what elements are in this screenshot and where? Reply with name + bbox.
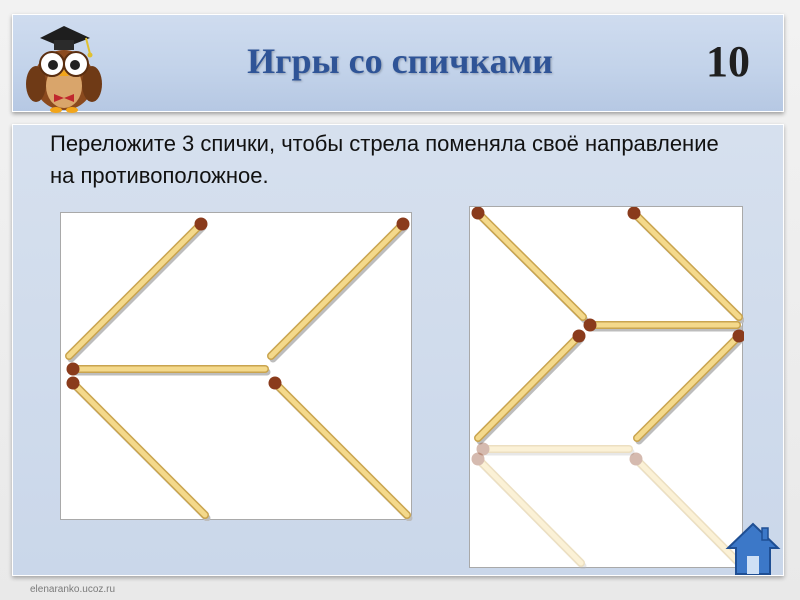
match-head <box>472 453 485 466</box>
match-head <box>584 319 597 332</box>
match-head <box>573 330 586 343</box>
matchstick <box>67 377 208 519</box>
matchstick-arrow-left-icon <box>61 213 413 521</box>
matchstick <box>477 443 632 456</box>
match-head <box>628 207 641 220</box>
match-head <box>472 207 485 220</box>
matchstick <box>637 330 744 442</box>
match-head <box>269 377 282 390</box>
instruction-text: Переложите 3 спички, чтобы стрела поменяла своё направление на противоположное. <box>50 131 719 188</box>
match-head <box>67 377 80 390</box>
matchstick <box>472 207 586 320</box>
matchstick <box>67 363 268 376</box>
puzzle-right-picture <box>469 206 743 568</box>
owl-graduate-icon <box>18 18 110 114</box>
matchstick <box>69 218 208 360</box>
puzzle-number: 10 <box>706 37 750 86</box>
matchstick <box>584 319 740 332</box>
matchstick <box>269 377 410 519</box>
slide-title: Игры со спичками <box>247 41 553 81</box>
matchstick <box>472 453 584 567</box>
home-icon[interactable] <box>724 520 782 578</box>
matchstick <box>478 330 586 442</box>
matchstick <box>628 207 742 320</box>
matchstick <box>271 218 410 360</box>
matchstick-arrow-right-icon <box>470 207 744 569</box>
match-head <box>195 218 208 231</box>
match-head <box>67 363 80 376</box>
match-head <box>397 218 410 231</box>
match-head <box>630 453 643 466</box>
watermark-text: elenaranko.ucoz.ru <box>30 584 116 595</box>
puzzle-left-picture <box>60 212 412 520</box>
